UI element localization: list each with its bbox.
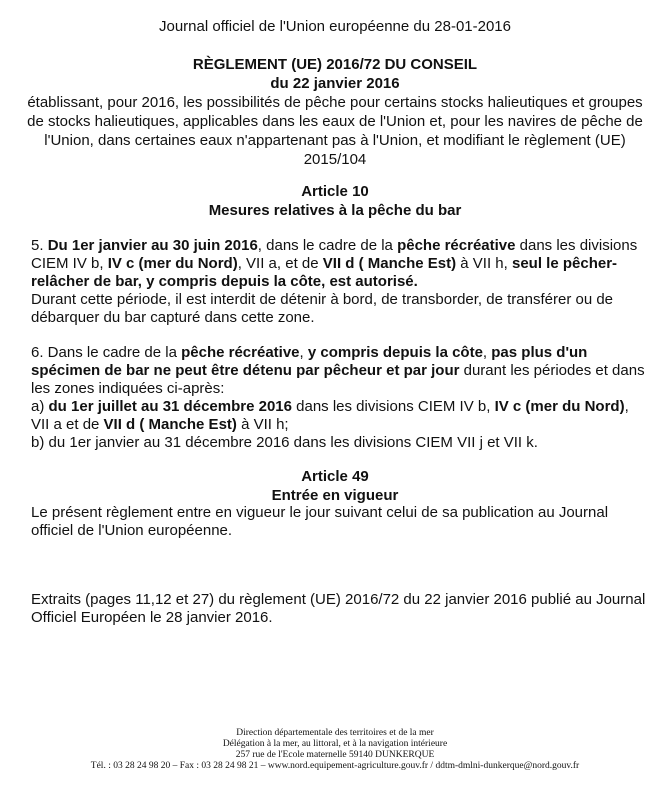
article-49-number: Article 49 [301,468,369,485]
footer-line-3: 257 rue de l'Ecole maternelle 59140 DUNKERQUE [235,750,435,760]
footer [0,728,670,772]
regulation-title: RÈGLEMENT (UE) 2016/72 DU CONSEIL [192,56,478,73]
paragraph-6-item-a: a) du 1er juillet au 31 décembre 2016 dans les divisions CIEM IV b, IV c (mer du Nord), VII a et de VII d ( Manche Est) à VII h; [31,398,629,433]
article-10-subtitle: Mesures relatives à la pêche du bar [208,202,462,219]
footer-line-2: Délégation à la mer, au littoral, et à la navigation intérieure [222,739,448,749]
article-10-number: Article 10 [301,183,369,200]
article-10-paragraph-6 [31,344,651,452]
extract-note: Extraits (pages 11,12 et 27) du règlement (UE) 2016/72 du 22 janvier 2016 publié au Journal Officiel Européen le 28 janvier 2016. [31,591,646,626]
footer-line-1: Direction départementale des territoires et de la mer [236,728,434,738]
regulation-date: du 22 janvier 2016 [270,75,400,92]
article-49-text: Le présent règlement entre en vigueur le jour suivant celui de sa publication au Journal officiel de l'Union européenne. [31,504,609,539]
journal-header: Journal officiel de l'Union européenne du 28-01-2016 [158,18,511,35]
article-10-paragraph-5 [31,237,651,327]
footer-line-4: Tél. : 03 28 24 98 20 – Fax : 03 28 24 98 21 – www.nord.equipement-agriculture.gouv.fr / ddtm-dmlni-dunkerque@nord.gouv.fr [90,761,580,771]
article-49-subtitle: Entrée en vigueur [271,487,399,504]
paragraph-6-text: 6. Dans le cadre de la pêche récréative, y compris depuis la côte, pas plus d'un spécimen de bar ne peut être détenu par pêcheur et par jour durant les périodes et dans les zones indiquées ci-après: [31,344,645,397]
paragraph-6-item-b: b) du 1er janvier au 31 décembre 2016 dans les divisions CIEM VII j et VII k. [31,434,538,451]
paragraph-5-restriction: Durant cette période, il est interdit de détenir à bord, de transborder, de transférer ou de débarquer du bar capturé dans cette zone. [31,291,614,326]
regulation-description: établissant, pour 2016, les possibilités de pêche pour certains stocks halieutiques et groupes de stocks halieutiques, applicables dans les eaux de l'Union et, pour les navires de pêche de l'Union, dans certaines eaux n'appartenant pas à l'Union, et modifiant le règlement (UE) 2015/104 [27,94,643,168]
paragraph-5-text: 5. Du 1er janvier au 30 juin 2016, dans le cadre de la pêche récréative dans les divisions CIEM IV b, IV c (mer du Nord), VII a, et de VII d ( Manche Est) à VII h, seul le pêcher-relâcher de bar, y compris depuis la côte, est autorisé. [31,237,638,290]
